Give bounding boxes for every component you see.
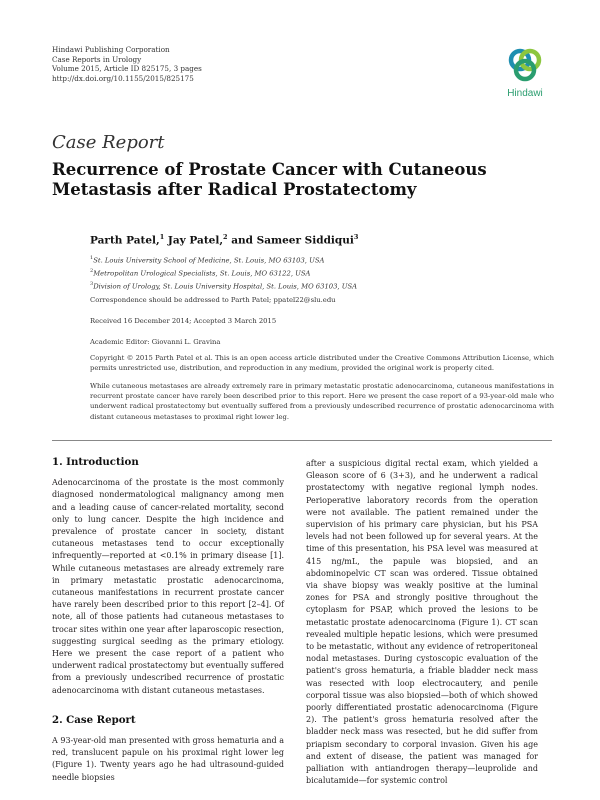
author-name: Parth Patel, — [90, 234, 160, 247]
author-name: Jay Patel, — [167, 234, 223, 247]
introduction-paragraph: Adenocarcinoma of the prostate is the most commonly diagnosed nondermatological malignancy among men and a leading cause of cancer-related mortality, second only to lung cancer. Despite the high incidence and prevalence of prostate cancer in society, distant cutaneous metastases tend to occur exceptionally infrequently—reported at <0.1% in primary disease [1]. While cutaneous metastases are already extremely rare in primary metastatic prostatic adenocarcinoma, cutaneous manifestations in recurrent prostate cancer have rarely been described prior to this report [2–4]. Of note, all of those patients had cutaneous metastases to trocar sites within one year after laparoscopic resection, suggesting surgical seeding as the primary etiology. Here we present the case report of a patient who underwent radical prostatectomy but eventually suffered from a previously undescribed recurrence of prostatic adenocarcinoma with distant cutaneous metastases. — [52, 478, 284, 695]
affiliation-item: $^2$Metropolitan Urological Specialists, St. Louis, MO 63122, USA — [90, 267, 311, 278]
introduction-heading: 1. Introduction — [52, 456, 139, 468]
article-title: Recurrence of Prostate Cancer with Cutaneous Metastasis after Radical Prostatectomy — [52, 160, 487, 199]
logo-wordmark: Hindawi — [507, 88, 543, 99]
academic-editor: Academic Editor: Giovanni L. Gravina — [90, 338, 221, 346]
author-name: and Sameer Siddiqui — [231, 234, 354, 247]
received-accepted-dates: Received 16 December 2014; Accepted 3 March 2015 — [90, 317, 277, 325]
author-list — [90, 233, 358, 247]
affiliation-list — [90, 253, 357, 291]
doi-link[interactable]: http://dx.doi.org/10.1155/2015/825175 — [52, 73, 194, 83]
right-column — [306, 458, 538, 787]
publisher-name: Hindawi Publishing Corporation — [52, 45, 170, 54]
author-affiliation-mark: 2 — [223, 233, 228, 241]
left-column — [52, 456, 284, 784]
affiliation-item: $^1$St. Louis University School of Medicine, St. Louis, MO 63103, USA — [90, 255, 325, 265]
hindawi-logo-icon — [503, 46, 547, 86]
correspondence-line: Correspondence should be addressed to Parth Patel; ppatel22@slu.edu — [90, 296, 336, 304]
hindawi-logo — [498, 46, 552, 102]
case-report-paragraph: A 93-year-old man presented with gross hematuria and a red, translucent papule on his proximal right lower leg (Figure 1). Twenty years ago he had ultrasound-guided needle biopsies — [52, 736, 284, 782]
case-report-paragraph-continued: after a suspicious digital rectal exam, which yielded a Gleason score of 6 (3+3), and he underwent a radical prostatectomy with negative regional lymph nodes. Perioperative laboratory records from the operation were not available. The patient remained under the supervision of his primary care physician, but his PSA levels had not been followed up for several years. At the time of this presentation, his PSA level was measured at 415 ng/mL, the papule was biopsied, and an abdominopelvic CT scan was ordered. Tissue obtained via shave biopsy was weakly positive at the luminal zones for PSA and strongly positive throughout the cytoplasm for PSAP, which proved the lesions to be metastatic prostate adenocarcinoma (Figure 1). CT scan revealed multiple hepatic lesions, which were presumed to be metastatic, without any evidence of retroperitoneal nodal metastases. During cystoscopic evaluation of the patient's gross hematuria, a friable bladder neck mass was resected with loop electrocautery, and penile corporal tissue was also biopsied—both of which showed poorly differentiated prostatic adenocarcinoma (Figure 2). The patient's gross hematuria resolved after the bladder neck mass was resected, but he did suffer from priapism secondary to corporal invasion. Given his age and extent of disease, the patient was managed for palliation with antiandrogen therapy—leuprolide and bicalutamide—for systemic control — [306, 459, 538, 786]
article-type: Case Report — [52, 132, 165, 153]
abstract: While cutaneous metastases are already extremely rare in primary metastatic prostatic adenocarcinoma, cutaneous manifestations in recurrent prostate cancer have rarely been described prior to this report. Here we present the case report of a 93-year-old male who underwent radical prostatectomy but eventually suffered from a previously undescribed recurrence of prostatic adenocarcinoma with distant cutaneous metastases to proximal right lower leg. — [90, 382, 554, 421]
author-affiliation-mark: 3 — [353, 233, 359, 241]
journal-header — [52, 45, 202, 83]
section-divider — [52, 440, 552, 441]
author-affiliation-mark: 1 — [159, 233, 165, 241]
volume-line: Volume 2015, Article ID 825175, 3 pages — [52, 64, 202, 74]
copyright-notice: Copyright © 2015 Parth Patel et al. This is an open access article distributed under the Creative Commons Attribution License, which permits unrestricted use, distribution, and reproduction in any medium, provided the original work is properly cited. — [90, 354, 554, 373]
case-report-heading: 2. Case Report — [52, 713, 136, 726]
journal-name: Case Reports in Urology — [52, 54, 142, 64]
affiliation-item: $^3$Division of Urology, St. Louis University Hospital, St. Louis, MO 63103, USA — [90, 280, 358, 290]
